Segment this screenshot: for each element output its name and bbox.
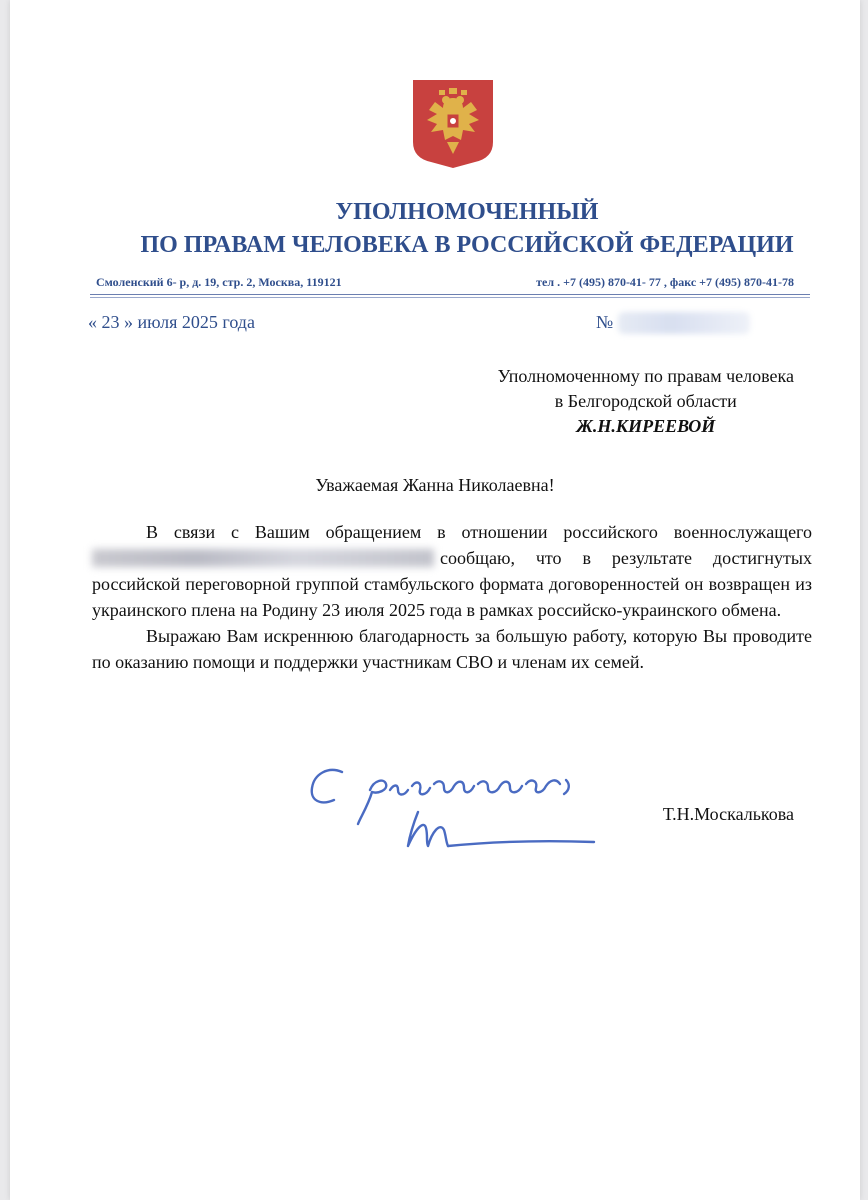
signer-name: Т.Н.Москалькова [662, 804, 794, 824]
coat-of-arms-icon [413, 80, 493, 168]
body-paragraph-1-start: В связи с Вашим обращением в отношении российского военнослужащего [146, 522, 812, 542]
letter-sheet [10, 0, 860, 1200]
greeting: Уважаемая Жанна Николаевна! [315, 475, 555, 495]
addressee-line1: Уполномоченному по правам человека [497, 366, 794, 386]
addressee-line2: в Белгородской области [554, 391, 737, 411]
org-title-line2: ПО ПРАВАМ ЧЕЛОВЕКА В РОССИЙСКОЙ ФЕДЕРАЦИИ [140, 232, 794, 258]
body-paragraph-2: Выражаю Вам искреннюю благодарность за большую работу, которую Вы проводите по оказанию помощи и поддержки участникам СВО и членам их семей. [92, 626, 812, 672]
header-divider [90, 294, 810, 295]
redacted-serviceman-name [92, 549, 434, 567]
header-divider-secondary [90, 297, 810, 298]
handwritten-signature [298, 750, 618, 870]
organization-title [10, 196, 860, 262]
body-paragraph-1 [92, 519, 812, 623]
redacted-letter-number [618, 312, 750, 334]
org-phone-fax: тел . +7 (495) 870-41- 77 , факс +7 (495) 870-41-78 [536, 275, 794, 289]
addressee-name: Ж.Н.КИРЕЕВОЙ [576, 416, 716, 436]
letter-number-label: № [596, 312, 614, 332]
org-title-line1: УПОЛНОМОЧЕННЫЙ [335, 199, 599, 225]
org-address: Смоленский 6- р, д. 19, стр. 2, Москва, 119121 [96, 275, 342, 289]
body-paragraph-1-rest: сообщаю, что в результате достигнутых российской переговорной группой стамбульского формата договоренностей он возвращен из украинского плена на Родину 23 июля 2025 года в рамках российско-украинского обмена. [92, 548, 812, 620]
addressee-block [498, 364, 794, 439]
letter-body [92, 519, 812, 675]
letter-date: « 23 » июля 2025 года [88, 312, 255, 332]
